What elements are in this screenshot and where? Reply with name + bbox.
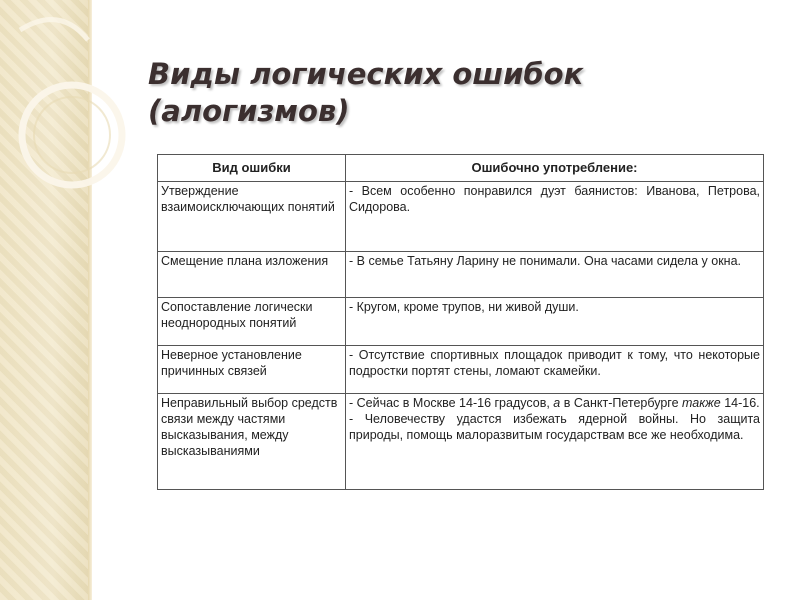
example-line-1 [349, 395, 760, 411]
header-example: Ошибочно употребление: [346, 155, 764, 182]
title-line-1: Виды логических ошибок [148, 57, 584, 91]
example-text: - Сейчас в Москве 14-16 градусов, [349, 396, 554, 410]
errors-table [157, 154, 764, 490]
error-type-cell: Сопоставление логически неоднородных понятий [158, 298, 346, 346]
example-cell: - Всем особенно понравился дуэт баянистов: Иванова, Петрова, Сидорова. [346, 182, 764, 252]
example-text: в Санкт-Петербурге [560, 396, 683, 410]
example-cell: - Кругом, кроме трупов, ни живой души. [346, 298, 764, 346]
title-line-2: (алогизмов) [148, 94, 350, 128]
error-type-cell: Неправильный выбор средств связи между частями высказывания, между высказываниями [158, 394, 346, 490]
error-type-cell: Смещение плана изложения [158, 252, 346, 298]
decorative-rings [0, 0, 140, 260]
example-line-2: - Человечеству удастся избежать ядерной войны. Но защита природы, помощь малоразвитым государствам все же необходима. [349, 412, 760, 442]
table-row [158, 182, 764, 252]
header-error-type: Вид ошибки [158, 155, 346, 182]
table-header-row [158, 155, 764, 182]
example-cell [346, 394, 764, 490]
table-row [158, 298, 764, 346]
table-row [158, 346, 764, 394]
slide-title [148, 56, 748, 130]
table-row [158, 252, 764, 298]
example-italic: также [682, 396, 721, 410]
example-cell: - В семье Татьяну Ларину не понимали. Она часами сидела у окна. [346, 252, 764, 298]
error-type-cell: Утверждение взаимоисключающих понятий [158, 182, 346, 252]
example-text: 14-16. [720, 396, 760, 410]
error-type-cell: Неверное установление причинных связей [158, 346, 346, 394]
example-cell: - Отсутствие спортивных площадок приводит к тому, что некоторые подростки портят стены, ломают скамейки. [346, 346, 764, 394]
table-row [158, 394, 764, 490]
example-italic: а [553, 396, 561, 410]
